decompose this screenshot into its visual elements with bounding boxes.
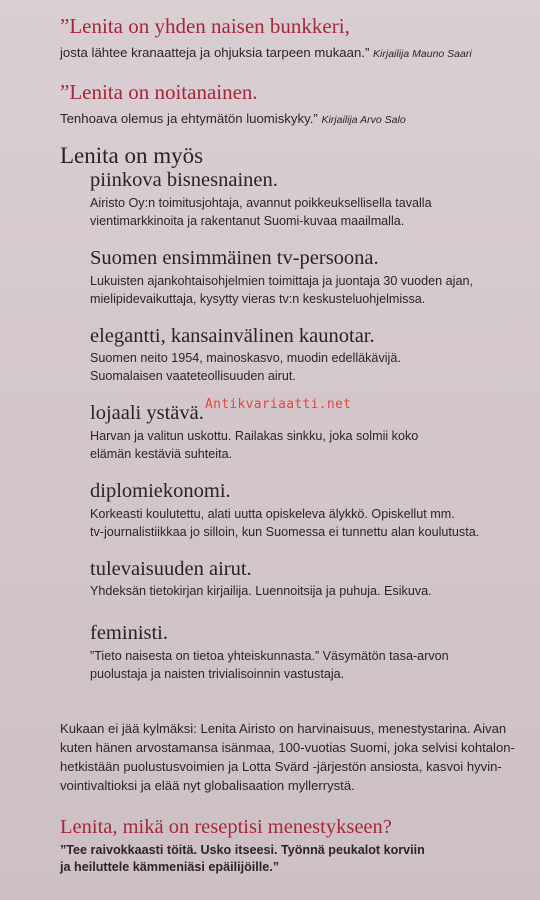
item-heading-kaunotar: elegantti, kansainvälinen kaunotar. <box>90 325 375 347</box>
item-line: Airisto Oy:n toimitusjohtaja, avannut poikkeuksellisella tavalla <box>90 196 432 210</box>
quote-1-title: ”Lenita on yhden naisen bunkkeri, <box>60 14 350 38</box>
item-line: Korkeasti koulutettu, alati uutta opiskeleva älykkö. Opiskellut mm. <box>90 507 455 521</box>
quote-2-title: ”Lenita on noitanainen. <box>60 80 258 104</box>
quote-1-body <box>60 45 472 62</box>
item-line: Harvan ja valitun uskottu. Railakas sinkku, joka solmii koko <box>90 429 419 443</box>
item-body-diplomiekonomi <box>90 505 520 541</box>
item-line: mielipidevaikuttaja, kysytty vieras tv:n keskusteluohjelmissa. <box>90 292 426 306</box>
final-answer <box>60 842 425 876</box>
item-line: puolustaja ja naisten trivialisoinnin vastustaja. <box>90 667 345 681</box>
item-heading-feministi: feministi. <box>90 622 169 644</box>
item-heading-diplomiekonomi: diplomiekonomi. <box>90 480 231 502</box>
item-line: Lukuisten ajankohtaisohjelmien toimittaja ja juontaja 30 vuoden ajan, <box>90 274 473 288</box>
quote-1-text: josta lähtee kranaatteja ja ohjuksia tarpeen mukaan.” <box>60 45 370 60</box>
item-line: Yhdeksän tietokirjan kirjailija. Luennoitsija ja puhuja. Esikuva. <box>90 584 432 598</box>
main-heading: Lenita on myös <box>60 143 204 168</box>
final-line: ja heiluttele kämmeniäsi epäilijöille.” <box>60 860 280 874</box>
item-heading-airut: tulevaisuuden airut. <box>90 558 252 580</box>
item-line: Suomen neito 1954, mainoskasvo, muodin edelläkävijä. <box>90 351 401 365</box>
item-line: elämän kestäviä suhteita. <box>90 447 233 461</box>
final-line: ”Tee raivokkaasti töitä. Usko itseesi. Työnnä peukalot korviin <box>60 843 425 857</box>
item-heading-ystava: lojaali ystävä. <box>90 402 204 424</box>
item-line: Suomalaisen vaateteollisuuden airut. <box>90 369 296 383</box>
paragraph-line: vointivaltioksi ja elää nyt globalisaation myllerrystä. <box>60 778 355 793</box>
item-body-tv-persoona <box>90 272 520 308</box>
item-body-feministi <box>90 647 520 683</box>
final-heading: Lenita, mikä on reseptisi menestykseen? <box>60 816 392 838</box>
item-line: vientimarkkinoita ja rakentanut Suomi-kuvaa maailmalla. <box>90 214 405 228</box>
item-body-bisnesnainen <box>90 194 520 230</box>
item-body-ystava <box>90 427 520 463</box>
quote-2-body <box>60 111 406 128</box>
watermark: Antikvariaatti.net <box>205 397 352 412</box>
paragraph-line: hetkistään puolustusvoimien ja Lotta Svärd -järjestön ansiosta, kasvoi hyvin- <box>60 759 502 774</box>
paragraph-line: kuten hänen arvostamansa isänmaa, 100-vuotias Suomi, joka selvisi kohtalon- <box>60 740 515 755</box>
item-line: tv-journalistiikkaa jo silloin, kun Suomessa ei tunnettu alan koulutusta. <box>90 525 480 539</box>
summary-paragraph <box>60 719 530 795</box>
item-heading-tv-persoona: Suomen ensimmäinen tv-persoona. <box>90 247 379 269</box>
quote-2-text: Tenhoava olemus ja ehtymätön luomiskyky.” <box>60 111 318 126</box>
item-body-kaunotar <box>90 349 520 385</box>
item-body-airut <box>90 582 520 600</box>
quote-1-author: Kirjailija Mauno Saari <box>373 48 472 60</box>
paragraph-line: Kukaan ei jää kylmäksi: Lenita Airisto on harvinaisuus, menestystarina. Aivan <box>60 721 507 736</box>
quote-2-author: Kirjailija Arvo Salo <box>321 114 406 126</box>
item-line: ”Tieto naisesta on tietoa yhteiskunnasta.” Väsymätön tasa-arvon <box>90 649 449 663</box>
item-heading-bisnesnainen: piinkova bisnesnainen. <box>90 169 278 191</box>
